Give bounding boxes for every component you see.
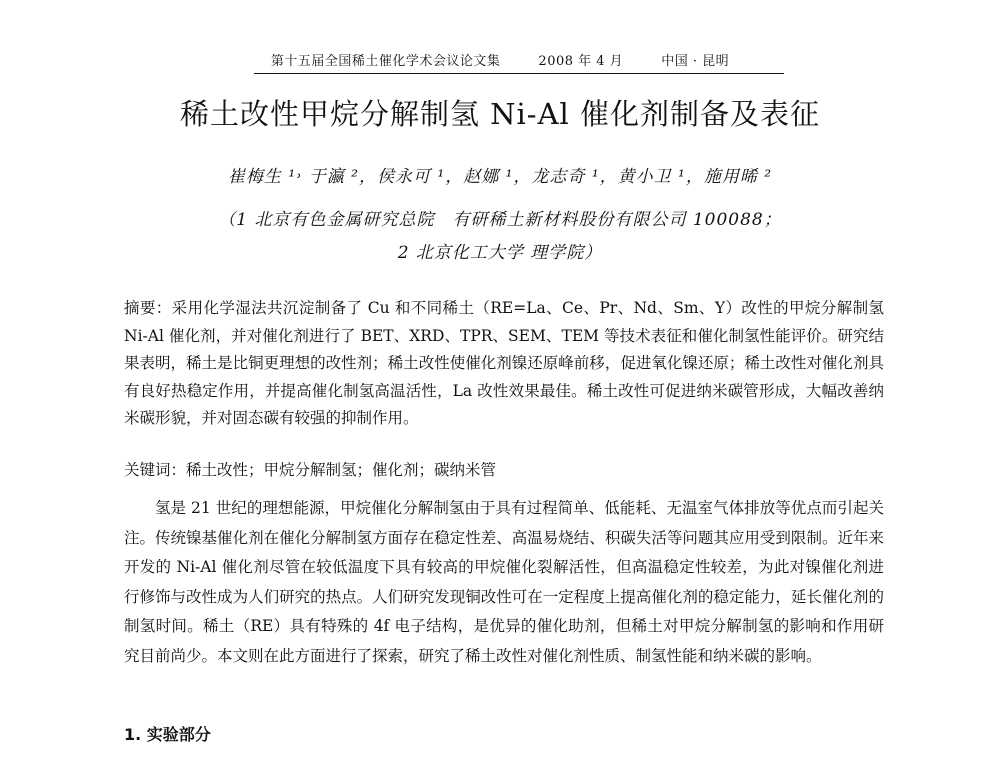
proceedings-name: 第十五届全国稀土催化学术会议论文集	[270, 54, 501, 69]
running-header	[0, 50, 1000, 69]
author-list: 崔梅生 ¹˒ 于瀛 ²，侯永可 ¹，赵娜 ¹，龙志奇 ¹，黄小卫 ¹，施用晞 ²	[227, 167, 773, 187]
intro-paragraph: 氢是 21 世纪的理想能源，甲烷催化分解制氢由于具有过程简单、低能耗、无温室气体排放等优点而引起关注。传统镍基催化剂在催化分解制氢方面存在稳定性差、高温易烧结、积碳失活等问题其应用受到限制。近年来开发的 Ni-Al 催化剂尽管在较低温度下具有较高的甲烷催化裂解活性，但高温稳定性较差，为此对镍催化剂进行修饰与改性成为人们研究的热点。人们研究发现铜改性可在一定程度上提高催化剂的稳定能力，延长催化剂的制氢时间。稀土（RE）具有特殊的 4f 电子结构，是优异的催化助剂，但稀土对甲烷分解制氢的影响和作用研究目前尚少。本文则在此方面进行了探索，研究了稀土改性对催化剂性质、制氢性能和纳米碳的影响。	[124, 499, 884, 665]
header-rule	[254, 73, 784, 74]
affiliation-line-1: （1 北京有色金属研究总院 有研稀土新材料股份有限公司 100088；	[218, 210, 782, 230]
keywords: 关键词：稀土改性；甲烷分解制氢；催化剂；碳纳米管	[124, 461, 497, 479]
section-heading: 1. 实验部分	[124, 725, 211, 744]
paper-title: 稀土改性甲烷分解制氢 Ni-Al 催化剂制备及表征	[179, 97, 821, 131]
abstract: 摘要：采用化学湿法共沉淀制备了 Cu 和不同稀土（RE=La、Ce、Pr、Nd、Sm、Y）改性的甲烷分解制氢 Ni-Al 催化剂，并对催化剂进行了 BET、XRD、TPR、SEM、TEM 等技术表征和催化制氢性能评价。研究结果表明，稀土是比铜更理想的改性剂；稀土改性使催化剂镍还原峰前移，促进氧化镍还原；稀土改性对催化剂具有良好热稳定作用，并提高催化制氢高温活性，La 改性效果最佳。稀土改性可促进纳米碳管形成，大幅改善纳米碳形貌，并对固态碳有较强的抑制作用。	[124, 299, 884, 427]
affiliation-line-2: 2 北京化工大学 理学院）	[397, 243, 603, 263]
conference-location: 中国 · 昆明	[661, 54, 730, 69]
publication-date: 2008 年 4 月	[538, 54, 624, 69]
